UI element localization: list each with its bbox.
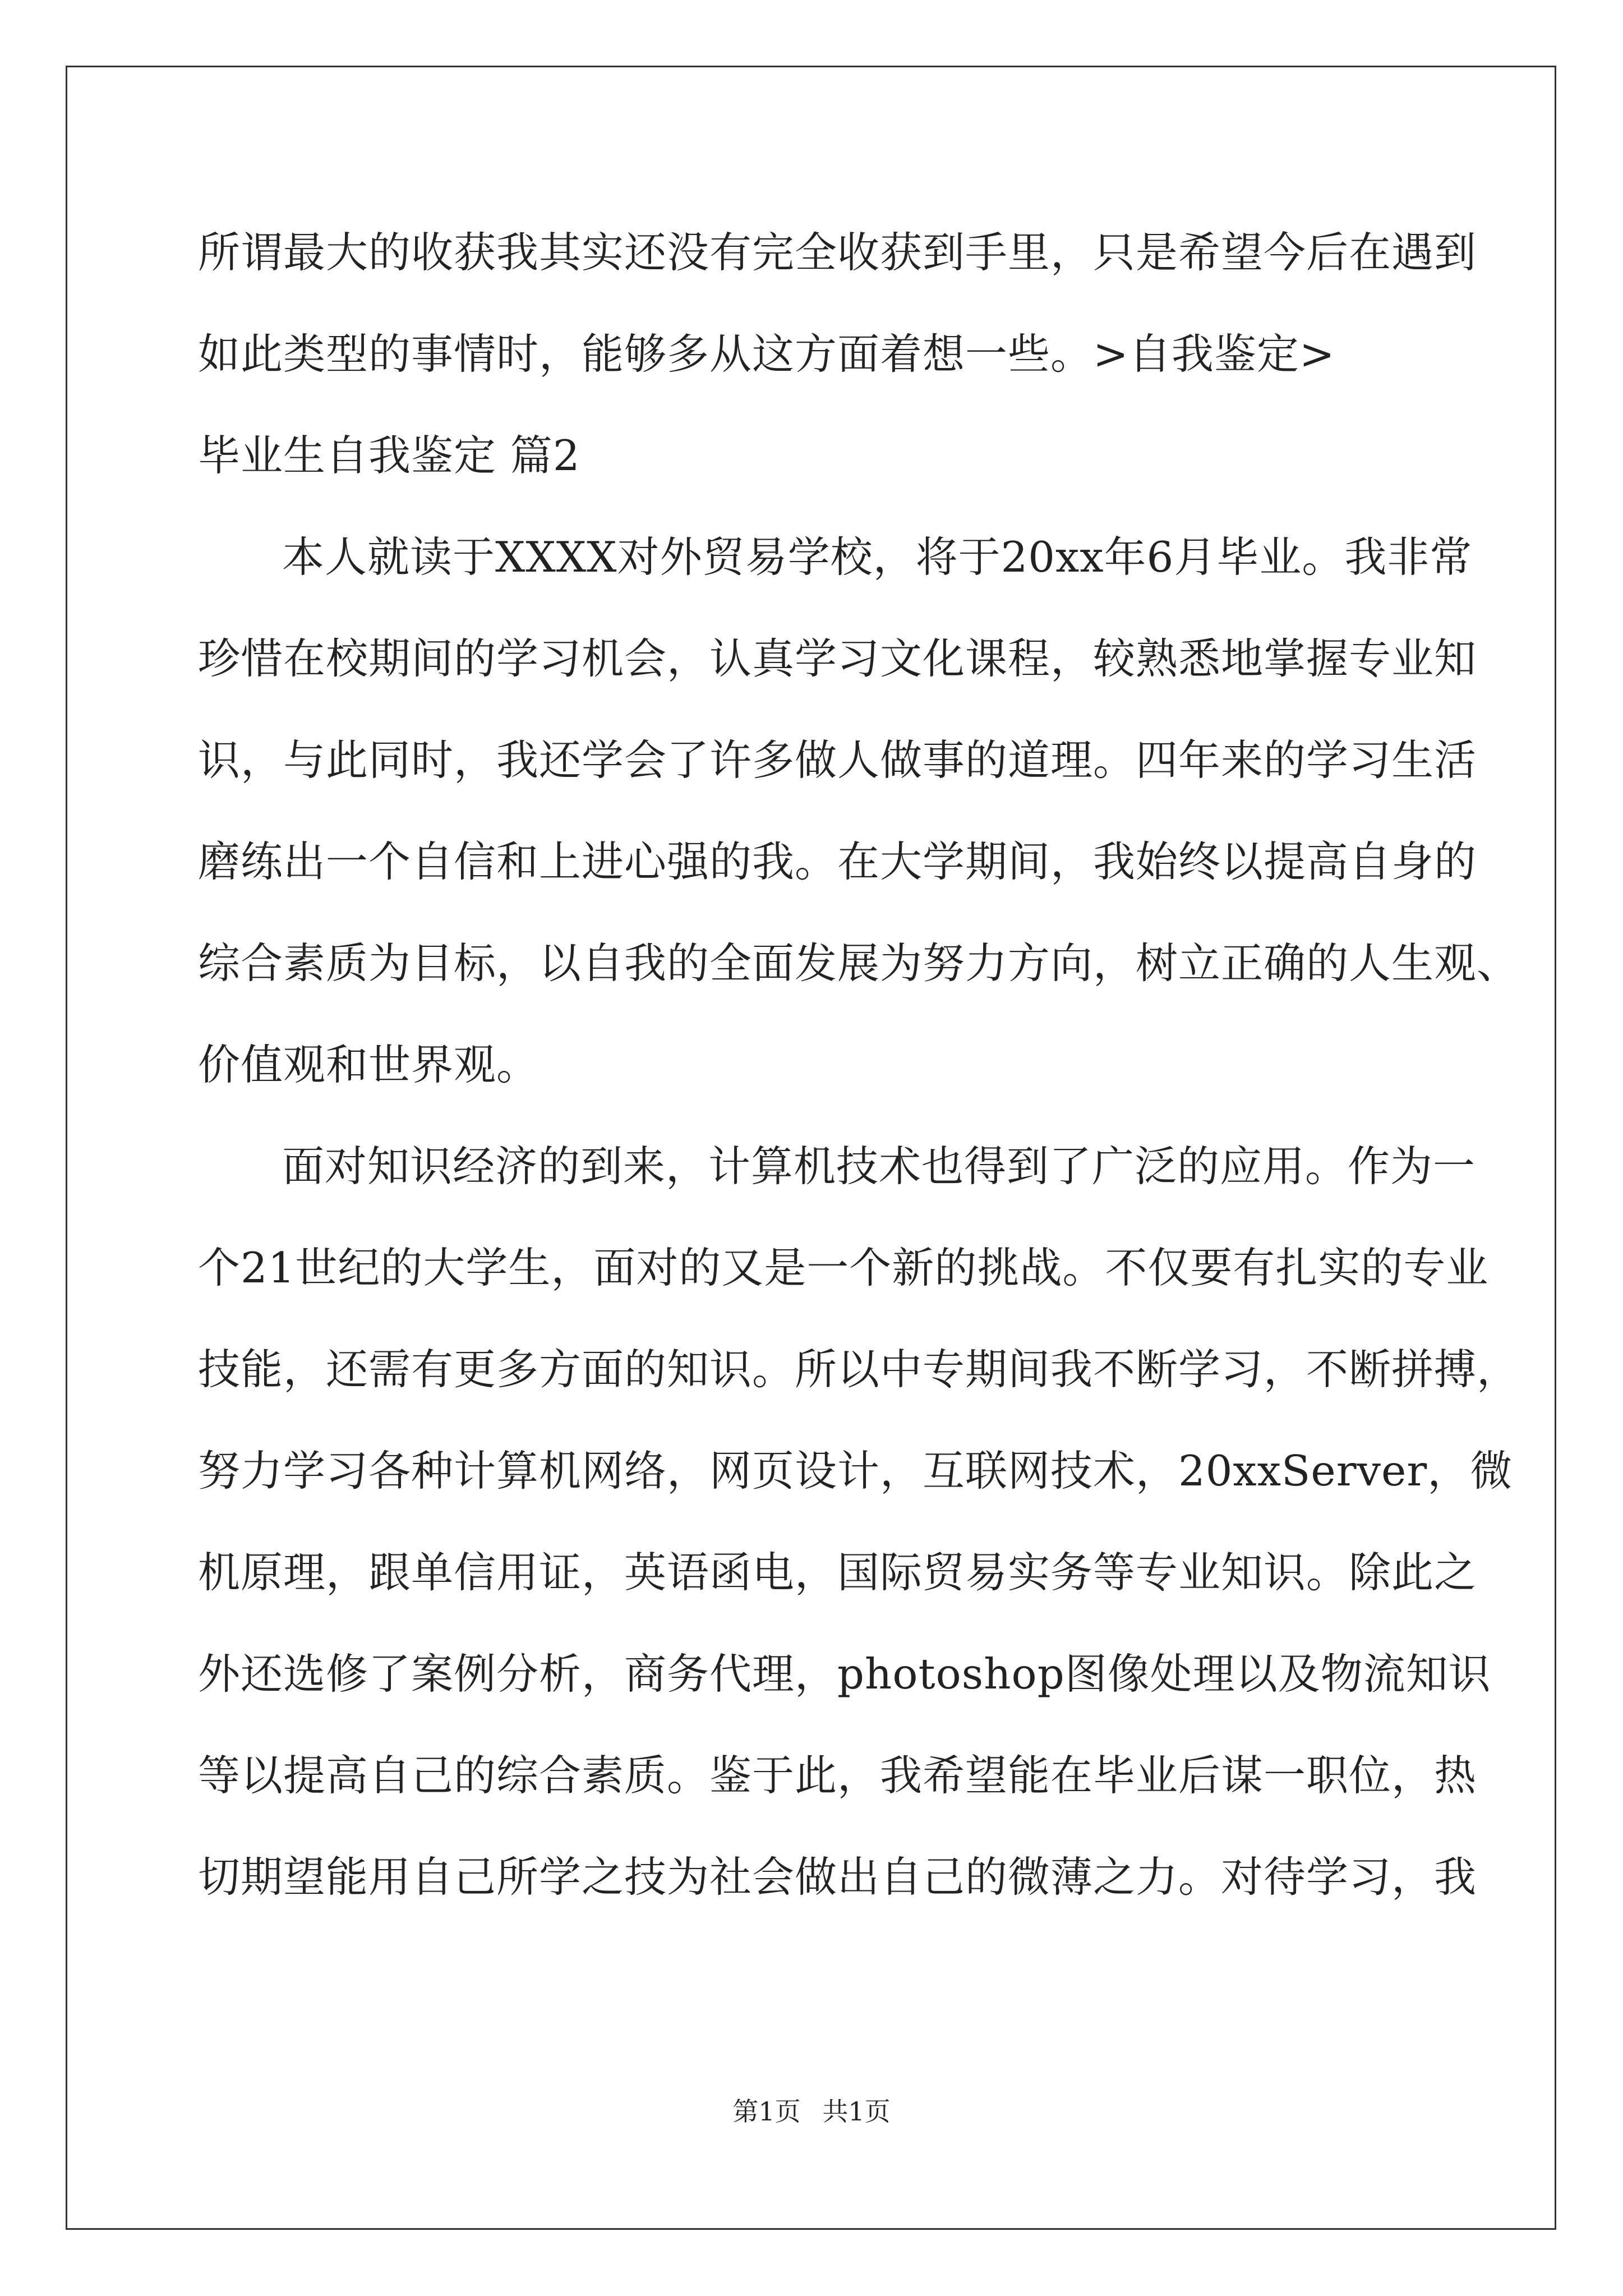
- text-line: 磨练出一个自信和上进心强的我。在大学期间，我始终以提高自身的: [198, 837, 1477, 886]
- text-line: 切期望能用自己所学之技为社会做出自己的微薄之力。对待学习，我: [198, 1852, 1477, 1902]
- text-line: 综合素质为目标，以自我的全面发展为努力方向，树立正确的人生观、: [198, 938, 1520, 988]
- text-line: 识，与此同时，我还学会了许多做人做事的道理。四年来的学习生活: [198, 735, 1477, 785]
- text-line: 价值观和世界观。: [198, 1040, 540, 1089]
- text-line: 珍惜在校期间的学习机会，认真学习文化课程，较熟悉地掌握专业知: [198, 634, 1477, 683]
- text-line: 努力学习各种计算机网络，网页设计，互联网技术，20xxServer，微: [198, 1446, 1513, 1496]
- text-line: 本人就读于XXXX对外贸易学校，将于20xx年6月毕业。我非常: [282, 532, 1473, 582]
- text-line: 机原理，跟单信用证，英语函电，国际贸易实务等专业知识。除此之: [198, 1548, 1477, 1597]
- document-body: [198, 202, 1520, 1928]
- text-line: 技能，还需有更多方面的知识。所以中专期间我不断学习，不断拼搏，: [198, 1345, 1520, 1394]
- page-number: 第1页: [732, 2096, 801, 2127]
- text-line: 如此类型的事情时，能够多从这方面着想一些。>自我鉴定>: [198, 329, 1335, 379]
- page-footer: [0, 2091, 1623, 2128]
- text-line: 等以提高自己的综合素质。鉴于此，我希望能在毕业后谋一职位，热: [198, 1751, 1477, 1800]
- section-heading: 毕业生自我鉴定 篇2: [198, 431, 580, 480]
- text-line: 外还选修了案例分析，商务代理，photoshop图像处理以及物流知识: [198, 1649, 1491, 1699]
- text-line: 个21世纪的大学生，面对的又是一个新的挑战。不仅要有扎实的专业: [198, 1243, 1489, 1292]
- page-total: 共1页: [822, 2096, 891, 2127]
- text-line: 面对知识经济的到来，计算机技术也得到了广泛的应用。作为一: [282, 1142, 1476, 1191]
- text-line: 所谓最大的收获我其实还没有完全收获到手里，只是希望今后在遇到: [198, 228, 1477, 277]
